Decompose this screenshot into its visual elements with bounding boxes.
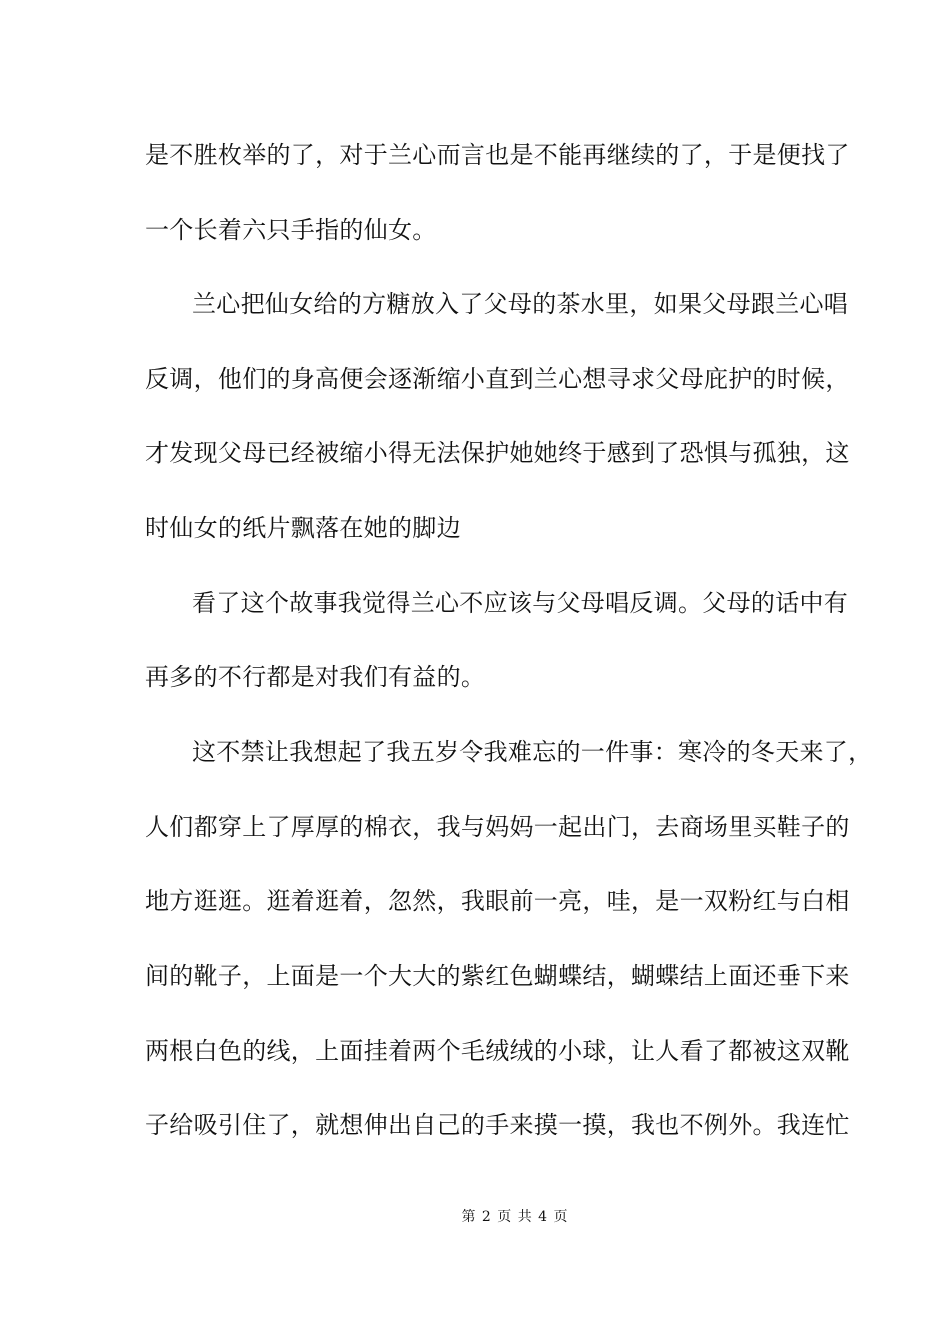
text-line: 是不胜枚举的了，对于兰心而言也是不能再继续的了，于是便找了 bbox=[145, 141, 850, 169]
text-line: 人们都穿上了厚厚的棉衣，我与妈妈一起出门，去商场里买鞋子的 bbox=[145, 813, 850, 841]
page-number-footer: 第 2 页 共 4 页 bbox=[461, 1209, 569, 1225]
paragraph-start-line: 看了这个故事我觉得兰心不应该与父母唱反调。父母的话中有 bbox=[192, 589, 849, 617]
text-line: 一个长着六只手指的仙女。 bbox=[145, 216, 437, 244]
text-line: 再多的不行都是对我们有益的。 bbox=[145, 663, 486, 691]
text-line: 两根白色的线，上面挂着两个毛绒绒的小球，让人看了都被这双靴 bbox=[145, 1037, 850, 1065]
paragraph-start-line: 兰心把仙女给的方糖放入了父母的茶水里，如果父母跟兰心唱 bbox=[192, 290, 849, 318]
text-line: 时仙女的纸片飘落在她的脚边 bbox=[145, 514, 461, 542]
text-line: 才发现父母已经被缩小得无法保护她她终于感到了恐惧与孤独，这 bbox=[145, 439, 850, 467]
text-line: 反调，他们的身高便会逐渐缩小直到兰心想寻求父母庇护的时候， bbox=[145, 365, 850, 393]
text-line: 地方逛逛。逛着逛着，忽然，我眼前一亮，哇，是一双粉红与白相 bbox=[145, 887, 850, 915]
paragraph-start-line: 这不禁让我想起了我五岁令我难忘的一件事：寒冷的冬天来了， bbox=[192, 738, 873, 766]
text-line: 子给吸引住了，就想伸出自己的手来摸一摸，我也不例外。我连忙 bbox=[145, 1111, 850, 1139]
text-line: 间的靴子，上面是一个大大的紫红色蝴蝶结，蝴蝶结上面还垂下来 bbox=[145, 962, 850, 990]
